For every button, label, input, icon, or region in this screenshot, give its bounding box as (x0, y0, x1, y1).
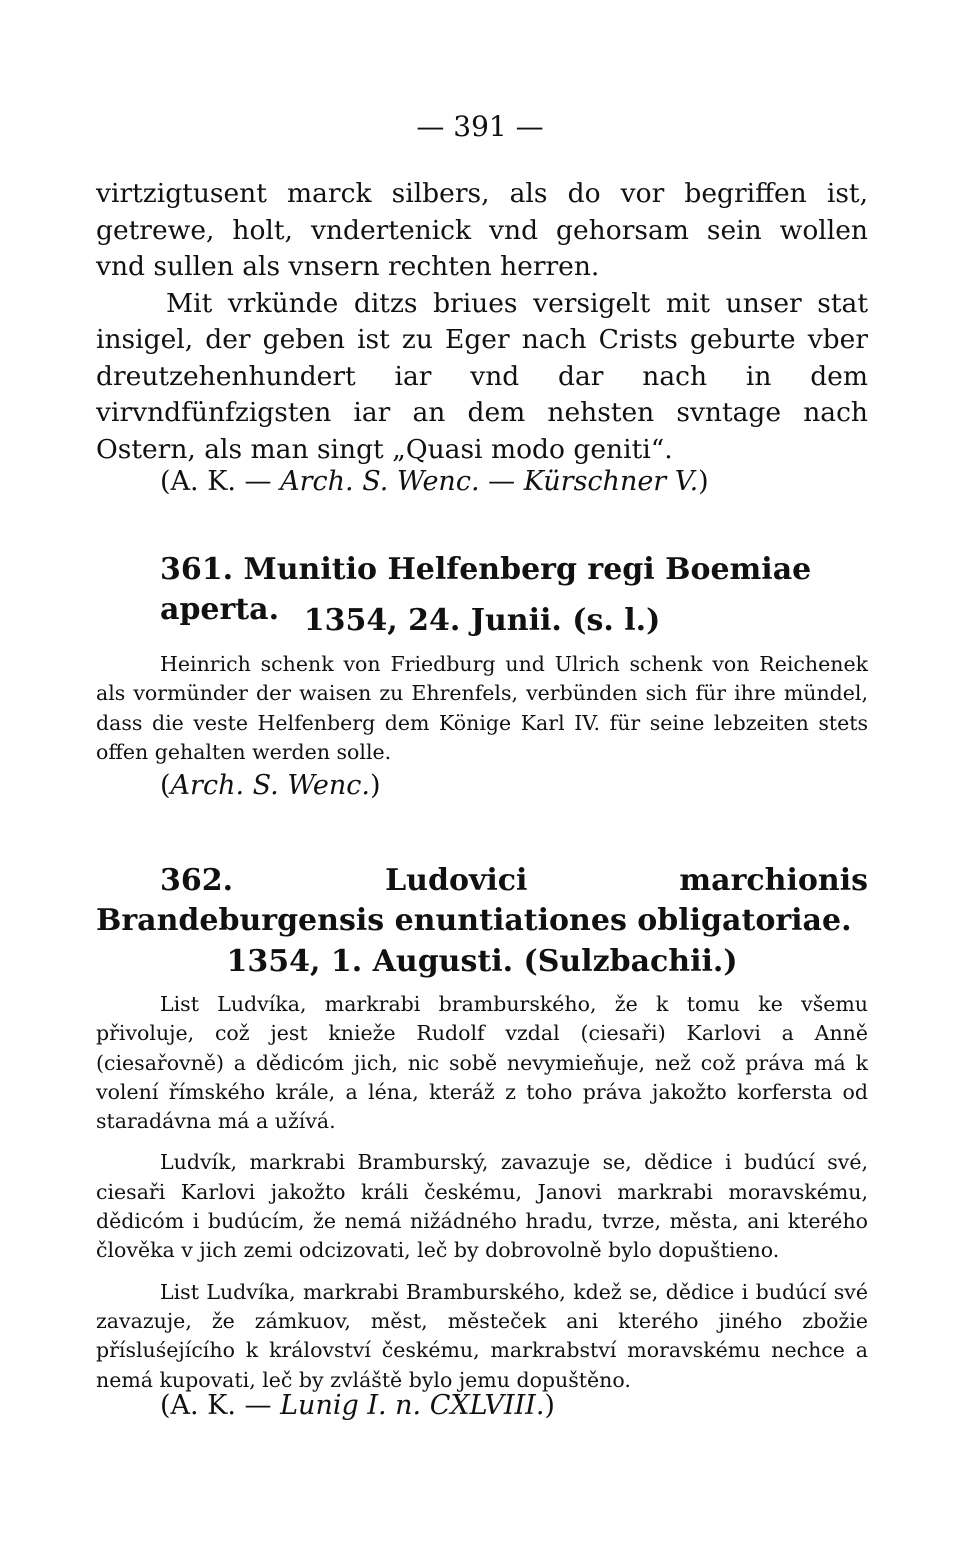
source-open: (A. K. — (160, 466, 281, 497)
doc-362-summary-block (96, 990, 868, 1395)
source-archive: Arch. S. Wenc. (170, 770, 370, 801)
source-close: ) (544, 1390, 555, 1421)
continuation-paragraph-2: Mit vrkünde ditzs briues versigelt mit unser stat insigel, der geben ist zu Eger nach Crists geburte vber dreutzehenhundert iar vnd dar nach in dem virvndfünfzigsten iar an dem nehsten svntage nach Ostern, als man singt „Quasi modo geniti“. (96, 287, 868, 465)
source-close: ) (369, 770, 381, 801)
doc-361-date: 1354, 24. Junii. (s. l.) (303, 603, 661, 638)
doc-361-summary-block (96, 650, 868, 767)
source-author: Kürschner V. (523, 466, 699, 497)
continuation-source (160, 466, 709, 497)
doc-362-source (160, 1390, 555, 1421)
continuation-paragraph-1: virtzigtusent marck silbers, als do vor begriffen ist, getrewe, holt, vndertenick vnd gehorsam sein wollen vnd sullen als vnsern rechten herren. (96, 178, 868, 282)
doc-362-summary-2: Ludvík, markrabi Bramburský, zavazuje se, dědice i budúcí své, ciesaři Karlovi jakožto králi českému, Janovi markrabi moravskému, dědicóm i budúcím, že nemá nižádného hradu, tvrze, města, ani kterého člověka v jich zemi odcizovati, leč by dobrovolně bylo dopuštieno. (96, 1150, 868, 1263)
page-number: — 391 — (416, 110, 544, 143)
doc-362-summary-1: List Ludvíka, markrabi bramburského, že k tomu ke všemu přivoluje, což jest knieže Rudolf vzdal (ciesaři) Karlovi a Anně (ciesařovně) a dědicóm jich, nic sobě nevymieňuje, než což práva má k volení římského krále, a léna, kteráž z toho práva jakožto korfersta od staradávna má a užívá. (96, 992, 868, 1134)
doc-362-number: 362. (160, 863, 234, 898)
doc-362-date: 1354, 1. Augusti. (Sulzbachii.) (226, 944, 738, 979)
continuation-text (96, 176, 868, 468)
source-open: (A. K. — (160, 1390, 281, 1421)
doc-361-source (160, 770, 381, 801)
doc-362-title: Ludovici marchionis Brandeburgensis enuntiationes obligatoriae. (96, 863, 868, 938)
doc-361-number: 361. (160, 552, 234, 587)
doc-362-heading (96, 861, 868, 941)
source-archive: Arch. S. Wenc. (280, 466, 480, 497)
source-dash: — (479, 466, 524, 497)
source-close: ) (698, 466, 709, 497)
doc-362-summary-3: List Ludvíka, markrabi Bramburského, kdež se, dědice i budúcí své zavazuje, že zámkuov, měst, městeček ani kterého jiného zbožie přísluśejícího k království českému, markrabství moravskému nechce a nemá kupovati, leč by zvláště bylo jemu dopuštěno. (96, 1279, 868, 1392)
source-open: ( (160, 770, 171, 801)
doc-361-title: Munitio Helfenberg regi Boemiae aperta. (160, 552, 812, 627)
doc-361-summary: Heinrich schenk von Friedburg und Ulrich schenk von Reichenek als vormünder der waisen zu Ehrenfels, verbünden sich für ihre mündel, dass die veste Helfenberg dem Könige Karl IV. für seine lebzeiten stets offen gehalten werden solle. (96, 652, 868, 764)
source-ref: Lunig I. n. CXLVIII. (280, 1390, 545, 1421)
